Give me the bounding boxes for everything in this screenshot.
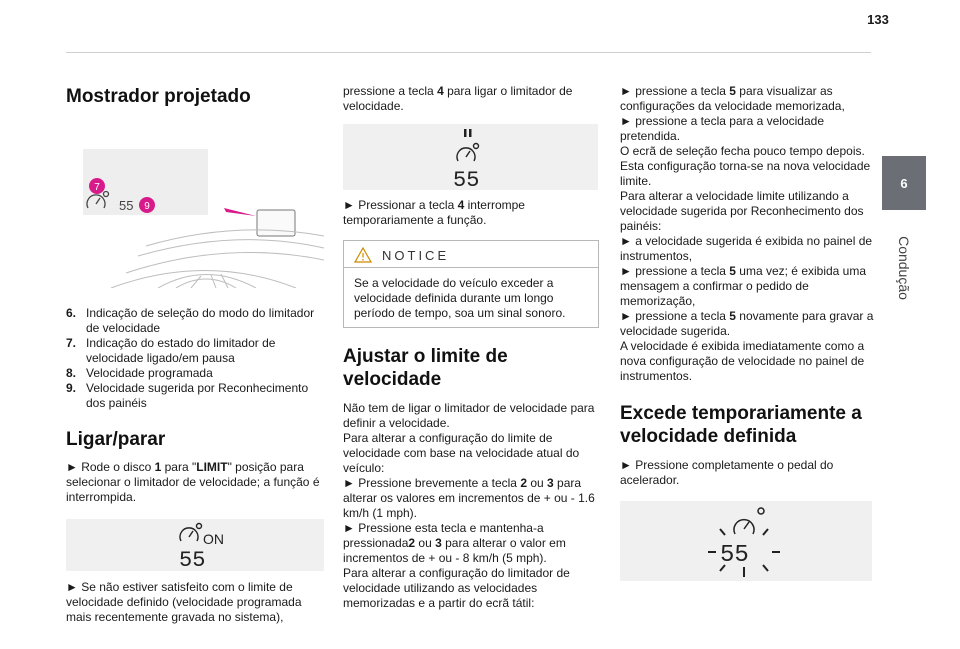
paragraph-line: Não tem de ligar o limitador de velocidade para definir a velocidade. bbox=[343, 401, 595, 430]
paragraph-on-off bbox=[66, 460, 328, 505]
limiter-flashing-icon-box bbox=[620, 501, 872, 581]
limiter-pause-icon bbox=[343, 124, 598, 190]
pause-bar-left bbox=[464, 129, 467, 137]
list-item bbox=[66, 336, 328, 366]
key-ref: 5 bbox=[729, 309, 736, 323]
text: para " bbox=[161, 460, 197, 474]
text: para alterar o valor em incrementos de + ou - 8 km/h (5 mph). bbox=[343, 536, 566, 565]
chapter-tab[interactable]: 6 bbox=[882, 156, 926, 210]
hud-illustration bbox=[66, 128, 324, 288]
notice-header bbox=[344, 241, 598, 267]
callout-9: 9 bbox=[144, 201, 150, 212]
paragraph-press-key-4 bbox=[343, 84, 599, 114]
paragraph-line bbox=[343, 521, 599, 566]
hud-glass bbox=[257, 210, 295, 236]
paragraph-line: Para alterar a configuração do limitador de velocidade utilizando as velocidades memorizadas e a partir do ecrã tátil: bbox=[343, 566, 570, 610]
column-1 bbox=[66, 85, 328, 625]
paused-speed: 55 bbox=[453, 168, 480, 190]
chapter-title-text: Condução bbox=[896, 236, 913, 300]
section-heading-projected-display: Mostrador projetado bbox=[66, 86, 251, 107]
text: ► Pressione esta tecla e mantenha-a pressionada bbox=[343, 521, 544, 550]
list-number: 9. bbox=[66, 381, 77, 395]
text: ► pressione a tecla bbox=[620, 84, 730, 98]
text: " posição para selecionar o limitador de velocidade; a função é interrompida. bbox=[66, 460, 320, 504]
limiter-flashing-icon bbox=[620, 501, 872, 581]
dashboard-drawing bbox=[66, 128, 324, 288]
text: interrompe temporariamente a função. bbox=[343, 198, 525, 227]
list-number: 7. bbox=[66, 336, 77, 350]
limiter-speed: 55 bbox=[179, 548, 206, 571]
text: pressione a tecla bbox=[343, 84, 438, 98]
limiter-on-icon-box bbox=[66, 519, 324, 571]
key-ref: 3 bbox=[547, 476, 554, 490]
text: para ligar o limitador de velocidade. bbox=[343, 84, 573, 113]
limiter-pause-icon-box bbox=[343, 124, 598, 190]
list-item bbox=[66, 381, 328, 411]
paragraph-line bbox=[343, 476, 599, 521]
page-number: 133 bbox=[867, 12, 889, 27]
paragraph-line: ► pressione a tecla para a velocidade pretendida. bbox=[620, 114, 824, 143]
paragraph-line bbox=[620, 84, 875, 114]
column-2 bbox=[343, 84, 599, 611]
text: ou bbox=[527, 476, 548, 490]
list-text: Indicação do estado do limitador de velocidade ligado/em pausa bbox=[86, 336, 276, 365]
key-ref: 5 bbox=[729, 84, 736, 98]
paragraph-line bbox=[620, 264, 875, 309]
list-item bbox=[66, 306, 328, 336]
list-number: 8. bbox=[66, 366, 77, 380]
text: ► Pressione brevemente a tecla bbox=[343, 476, 521, 490]
projection-beam bbox=[224, 208, 256, 216]
key-ref: 2 bbox=[520, 476, 527, 490]
text: ► Rode o disco bbox=[66, 460, 155, 474]
text: ou bbox=[415, 536, 436, 550]
list-text: Velocidade sugerida por Reconhecimento dos painéis bbox=[86, 381, 309, 410]
section-heading-adjust-limit: Ajustar o limite de velocidade bbox=[343, 346, 508, 390]
paragraph-line: ► a velocidade sugerida é exibida no painel de instrumentos, bbox=[620, 234, 873, 263]
paragraph-line: Para alterar a configuração do limite de velocidade com base na velocidade atual do veículo: bbox=[343, 431, 580, 475]
on-label: ON bbox=[203, 531, 224, 547]
key-ref: 5 bbox=[729, 264, 736, 278]
list-number: 6. bbox=[66, 306, 77, 320]
text: uma vez; é exibida uma mensagem a confirmar o pedido de memorização, bbox=[620, 264, 867, 308]
key-ref: 1 bbox=[154, 460, 162, 474]
paragraph-accelerator: ► Pressione completamente o pedal do acelerador. bbox=[620, 458, 834, 487]
list-text: Indicação de seleção do modo do limitador de velocidade bbox=[86, 306, 315, 335]
column-3 bbox=[620, 84, 875, 581]
paragraph-line: A velocidade é exibida imediatamente como a nova configuração de velocidade no painel de instrumentos. bbox=[620, 339, 865, 383]
key-ref: 3 bbox=[435, 536, 442, 550]
section-heading-on-off: Ligar/parar bbox=[66, 429, 166, 450]
pause-bar-right bbox=[469, 129, 472, 137]
list-text: Velocidade programada bbox=[86, 366, 213, 380]
chapter-title bbox=[882, 218, 926, 318]
notice-box bbox=[343, 240, 599, 328]
paragraph-pause bbox=[343, 198, 599, 228]
adjust-limit-text bbox=[343, 401, 599, 611]
flashing-speed: 55 bbox=[720, 542, 749, 569]
text: novamente para gravar a velocidade sugerida. bbox=[620, 309, 874, 338]
notice-body: Se a velocidade do veículo exceder a velocidade definida durante um longo período de tempo, soa um sinal sonoro. bbox=[354, 276, 566, 320]
list-item bbox=[66, 366, 328, 381]
header-rule bbox=[66, 52, 871, 53]
warning-icon bbox=[354, 247, 372, 263]
paragraph-not-satisfied: ► Se não estiver satisfeito com o limite de velocidade definido (velocidade programada mais recentemente gravada no sistema), bbox=[66, 580, 302, 624]
text: para visualizar as configurações da velocidade memorizada, bbox=[620, 84, 845, 113]
dashboard-outline bbox=[111, 230, 324, 288]
text: ► pressione a tecla bbox=[620, 264, 730, 278]
legend-list bbox=[66, 306, 328, 411]
text: para alterar os valores em incrementos de + ou - 1.6 km/h (1 mph). bbox=[343, 476, 595, 520]
text: ► pressione a tecla bbox=[620, 309, 730, 323]
notice-title: NOTICE bbox=[382, 247, 450, 263]
limiter-on-icon bbox=[66, 519, 324, 571]
callout-7: 7 bbox=[94, 182, 100, 193]
section-heading-exceed-speed: Excede temporariamente a velocidade definida bbox=[620, 403, 862, 447]
text: ► Pressionar a tecla bbox=[343, 198, 458, 212]
key-ref: LIMIT bbox=[196, 460, 228, 474]
paragraph-line: Para alterar a velocidade limite utilizando a velocidade sugerida por Reconhecimento dos painéis: bbox=[620, 189, 864, 233]
hud-speed-55: 55 bbox=[119, 198, 134, 213]
paragraph-line bbox=[620, 309, 875, 339]
key-ref: 4 bbox=[437, 84, 444, 98]
paragraph-line: O ecrã de seleção fecha pouco tempo depois. Esta configuração torna-se na nova velocidade limite. bbox=[620, 144, 871, 188]
key-ref: 4 bbox=[457, 198, 465, 212]
key-ref: 2 bbox=[408, 536, 416, 550]
